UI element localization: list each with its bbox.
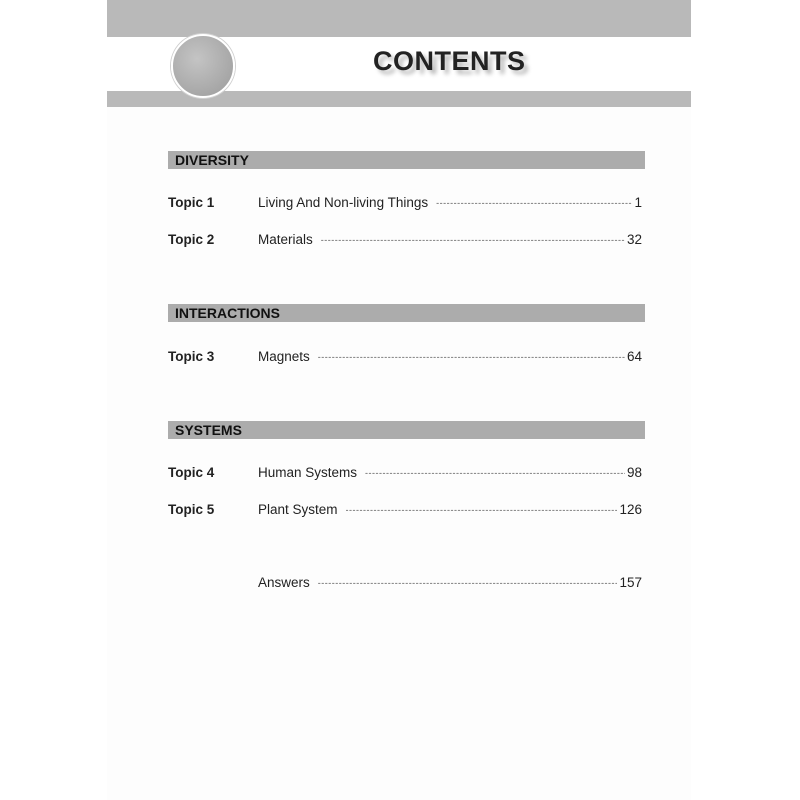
toc-entry-answers[interactable]: [168, 573, 642, 593]
page-number: 1: [634, 195, 642, 210]
decorative-circle-icon: [171, 34, 235, 98]
section-heading-diversity: DIVERSITY: [168, 151, 645, 169]
toc-entry[interactable]: [168, 230, 642, 250]
topic-number: Topic 5: [168, 502, 215, 517]
topic-number: Topic 3: [168, 349, 215, 364]
dot-leader: [436, 198, 632, 208]
topic-number: Topic 2: [168, 232, 215, 247]
toc-entry[interactable]: [168, 463, 642, 483]
section-heading-systems: SYSTEMS: [168, 421, 645, 439]
topic-title: Living And Non-living Things: [258, 195, 429, 210]
page-number: 157: [619, 575, 642, 590]
topic-title: Materials: [258, 232, 313, 247]
topic-title: Magnets: [258, 349, 310, 364]
page-number: 126: [619, 502, 642, 517]
page-title: CONTENTS: [373, 46, 526, 76]
toc-entry[interactable]: [168, 500, 642, 520]
dot-leader: [346, 505, 618, 515]
dot-leader: [365, 468, 625, 478]
dot-leader: [318, 352, 625, 362]
topic-number: Topic 1: [168, 195, 215, 210]
toc-entry[interactable]: [168, 347, 642, 367]
page-number: 32: [626, 232, 642, 247]
contents-page: [107, 0, 691, 800]
answers-title: Answers: [258, 575, 310, 590]
dot-leader: [318, 578, 618, 588]
topic-title: Plant System: [258, 502, 338, 517]
topic-title: Human Systems: [258, 465, 358, 480]
topic-number: Topic 4: [168, 465, 215, 480]
toc-entry[interactable]: [168, 193, 642, 213]
header-top-band: [107, 0, 691, 37]
page-number: 64: [626, 349, 642, 364]
section-heading-interactions: INTERACTIONS: [168, 304, 645, 322]
page-number: 98: [626, 465, 642, 480]
dot-leader: [321, 235, 625, 245]
